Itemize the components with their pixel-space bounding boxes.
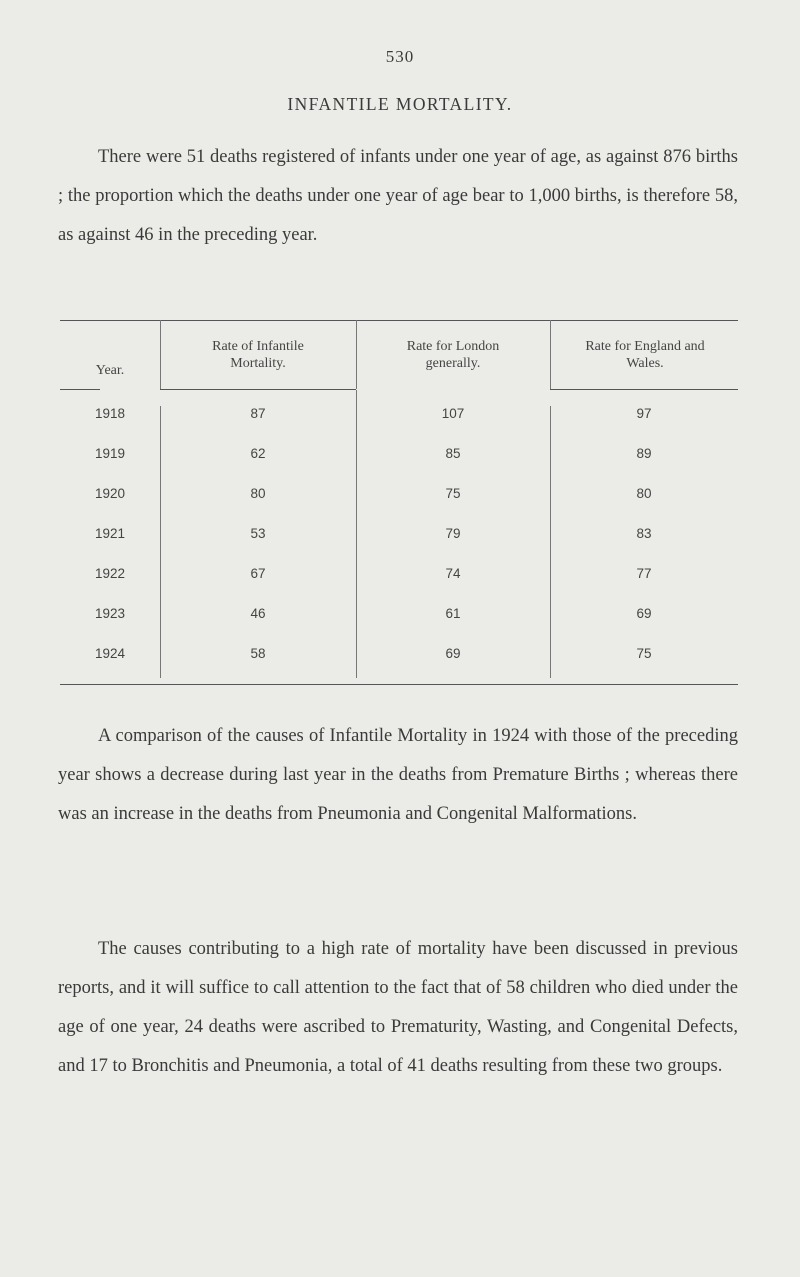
cell-year: 1922 [94,566,126,581]
page-title: INFANTILE MORTALITY. [287,94,513,114]
table-row [60,566,738,606]
cell-year: 1921 [94,526,126,541]
table-top-rule [60,320,738,321]
cell-london: 75 [445,486,461,501]
table-row [60,526,738,566]
header-england-rate: Rate for England and Wales. [585,339,705,371]
cell-year: 1920 [94,486,126,501]
header-divider [160,320,161,389]
causes-paragraph: The causes contributing to a high rate of mortality have been discussed in previous reports, and it will suffice to call attention to the fact that of 58 children who died under the age of one year, 24 deaths were ascribed to Prematurity, Wasting, and Congenital Defects, and 17 to Bronchitis and Pneumonia, a total of 41 deaths resulting from these two groups. [58,939,738,1076]
table-row [60,606,738,646]
cell-england: 77 [636,566,652,581]
cell-infantile: 58 [250,646,266,661]
cell-london: 74 [445,566,461,581]
cell-infantile: 87 [250,406,266,421]
table-row [60,446,738,486]
page-number: 530 [385,47,415,66]
header-london-rate: Rate for London generally. [406,339,500,371]
header-underline [356,389,550,390]
header-underline [550,389,738,390]
header-divider [550,320,551,389]
cell-london: 85 [445,446,461,461]
cell-england: 83 [636,526,652,541]
header-year: Year. [95,363,125,378]
cell-infantile: 80 [250,486,266,501]
cell-england: 97 [636,406,652,421]
cell-infantile: 67 [250,566,266,581]
cell-infantile: 46 [250,606,266,621]
table-row [60,486,738,526]
cell-year: 1919 [94,446,126,461]
mortality-table [60,320,738,686]
cell-england: 80 [636,486,652,501]
cell-england: 89 [636,446,652,461]
cell-england: 75 [636,646,652,661]
table-bottom-rule [60,684,738,685]
cell-infantile: 62 [250,446,266,461]
table-row [60,646,738,686]
header-underline [60,389,100,390]
cell-year: 1924 [94,646,126,661]
cell-london: 69 [445,646,461,661]
cell-london: 107 [441,406,465,421]
cell-london: 61 [445,606,461,621]
header-underline [160,389,356,390]
comparison-paragraph: A comparison of the causes of Infantile Mortality in 1924 with those of the preceding year shows a decrease during last year in the deaths from Premature Births ; whereas there was an increase in the deaths from Pneumonia and Congenital Malformations. [58,726,738,824]
table-row [60,406,738,446]
cell-london: 79 [445,526,461,541]
cell-england: 69 [636,606,652,621]
cell-year: 1923 [94,606,126,621]
cell-infantile: 53 [250,526,266,541]
cell-year: 1918 [94,406,126,421]
header-infantile-rate: Rate of Infantile Mortality. [212,339,304,371]
intro-paragraph: There were 51 deaths registered of infants under one year of age, as against 876 births ; the proportion which the deaths under one year of age bear to 1,000 births, is therefore 58, as against 46 in the preceding year. [58,147,738,245]
header-divider [356,320,357,389]
